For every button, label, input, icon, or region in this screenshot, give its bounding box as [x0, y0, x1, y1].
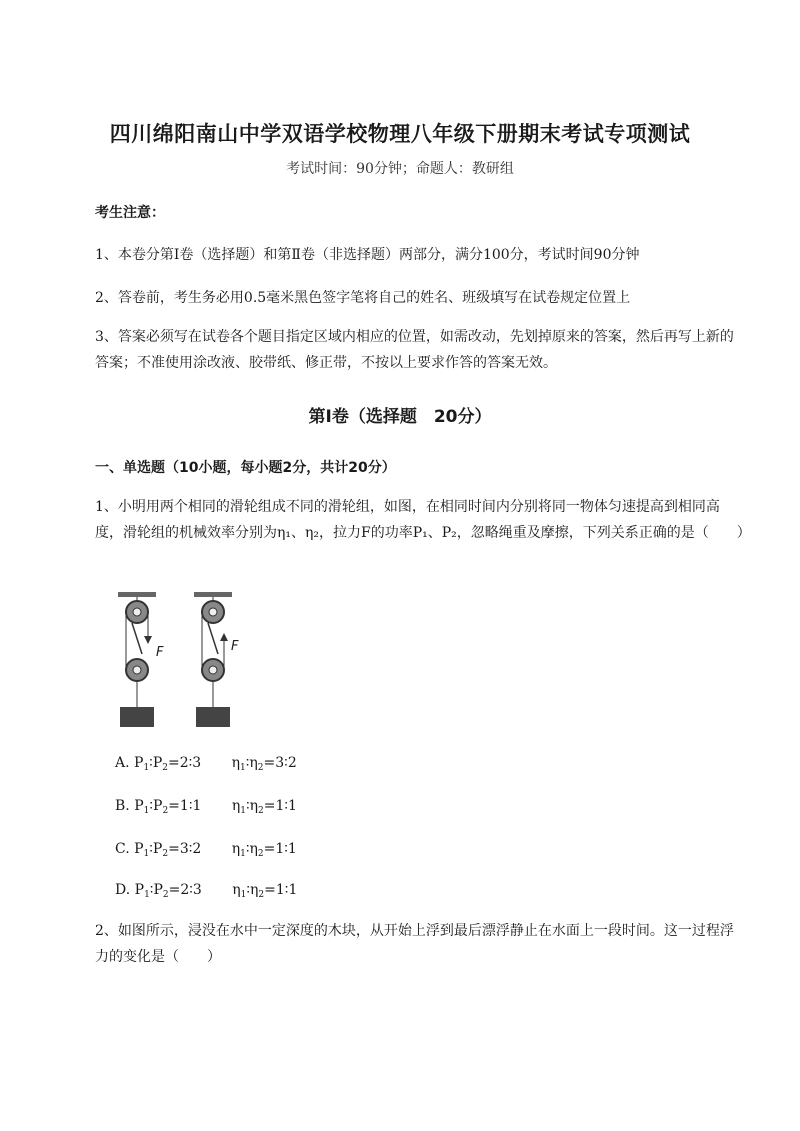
pulley-system-2 — [194, 592, 232, 727]
option-letter: A. — [115, 755, 130, 771]
option-letter: C. — [115, 841, 130, 857]
pulley-figure — [112, 592, 242, 732]
power-ratio: 1∶1 — [179, 798, 202, 814]
power-ratio: 2∶3 — [180, 882, 202, 898]
question-1-text: 1、小明用两个相同的滑轮组成不同的滑轮组，如图，在相同时间内分别将同一物体匀速提高到相同高度，滑轮组的机械效率分别为η₁、η₂，拉力F的功率P₁、P₂，忽略绳重及摩擦，下列关系正确的是（ ） — [95, 499, 751, 541]
notice-item: 2、答卷前，考生务必用0.5毫米黑色签字笔将自己的姓名、班级填写在试卷规定位置上 — [95, 290, 631, 306]
section-title: 第I卷（选择题 20分） — [308, 407, 492, 427]
notice-item: 3、答案必须写在试卷各个题目指定区域内相应的位置，如需改动，先划掉原来的答案，然后再写上新的答案；不准使用涂改液、胶带纸、修正带，不按以上要求作答的答案无效。 — [95, 329, 734, 371]
exam-info: 考试时间：90分钟；命题人：教研组 — [286, 161, 514, 177]
option-letter: B. — [115, 798, 130, 814]
notice-heading: 考生注意： — [95, 205, 165, 221]
power-ratio: 2∶3 — [179, 755, 202, 771]
option-c[interactable]: C. $P_1∶P_2=3∶2$ $\eta_1∶\eta_2=1∶1$ — [115, 841, 297, 859]
option-b[interactable]: B. $P_1∶P_2=1∶1$ $\eta_1∶\eta_2=1∶1$ — [115, 798, 297, 816]
force-label: F — [231, 639, 239, 654]
efficiency-ratio: 1∶1 — [275, 841, 297, 857]
force-label: F — [156, 645, 164, 660]
option-a[interactable]: A. $P_1∶P_2=2∶3$ $\eta_1∶\eta_2=3∶2$ — [115, 755, 297, 773]
pulley-system-1 — [118, 592, 156, 727]
efficiency-ratio: 1∶1 — [275, 798, 297, 814]
option-letter: D. — [115, 882, 131, 898]
option-d[interactable]: D. $P_1∶P_2=2∶3$ $\eta_1∶\eta_2=1∶1$ — [115, 882, 298, 900]
efficiency-ratio: 3∶2 — [275, 755, 297, 771]
page-title: 四川绵阳南山中学双语学校物理八年级下册期末考试专项测试 — [109, 122, 691, 146]
notice-item: 1、本卷分第I卷（选择题）和第Ⅱ卷（非选择题）两部分，满分100分，考试时间90分钟 — [95, 247, 640, 263]
power-ratio: 3∶2 — [179, 841, 202, 857]
mc-heading: 一、单选题（10小题，每小题2分，共计20分） — [95, 460, 396, 476]
efficiency-ratio: 1∶1 — [275, 882, 298, 898]
question-2-text: 2、如图所示，浸没在水中一定深度的木块，从开始上浮到最后漂浮静止在水面上一段时间。这一过程浮力的变化是（ ） — [95, 923, 734, 965]
